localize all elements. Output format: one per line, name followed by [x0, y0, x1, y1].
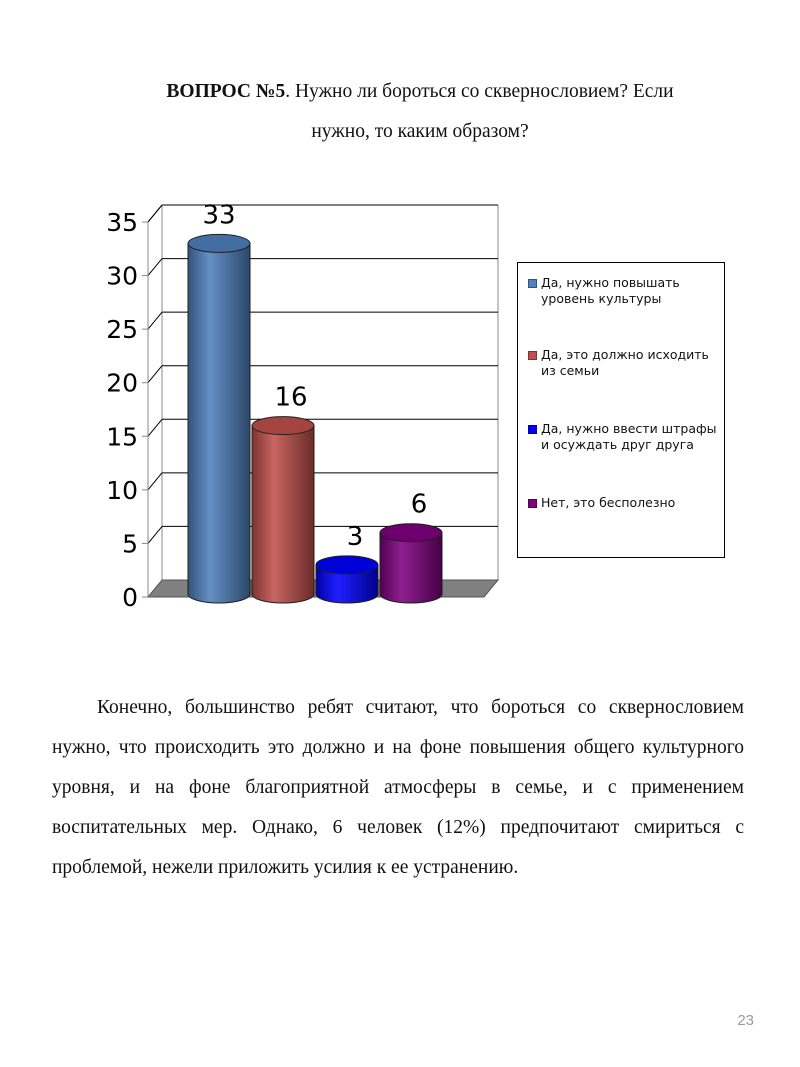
bar-body [188, 243, 250, 603]
bar-4 [380, 524, 442, 603]
legend-swatch [528, 279, 537, 288]
legend-item [528, 347, 720, 379]
bar-2 [252, 417, 314, 603]
y-tick-label: 30 [106, 261, 138, 291]
legend-label: Нет, это бесполезно [541, 495, 676, 510]
data-label: 16 [274, 382, 308, 413]
y-tick-label: 0 [122, 583, 138, 612]
bar-top [380, 524, 442, 542]
gridline-side [148, 526, 162, 543]
legend-item [528, 495, 720, 511]
question-heading [100, 72, 740, 152]
bar-chart [60, 195, 500, 615]
legend-swatch [528, 499, 537, 508]
legend-label: Да, это должно исходить из семьи [541, 347, 709, 378]
body-paragraph: Конечно, большинство ребят считают, что бороться со сквернословием нужно, что происходить это должно и на фоне повышения общего культурного уровня, и на фоне благоприятной атмосферы в семье, и с применением воспитательных мер. Однако, 6 человек (12%) предпочитают смириться с проблемой, нежели приложить усилия к ее устранению. [52, 697, 744, 878]
y-tick-label: 10 [106, 475, 138, 505]
y-tick-label: 25 [106, 315, 138, 345]
y-tick-label: 20 [106, 368, 138, 398]
legend-label: Да, нужно повышать уровень культуры [541, 275, 680, 306]
bar-top [188, 234, 250, 252]
chart-legend [517, 262, 725, 558]
question-text-line1: . Нужно ли бороться со сквернословием? Если [285, 81, 674, 102]
gridline-side [148, 366, 162, 383]
gridline-side [148, 419, 162, 436]
data-label: 33 [202, 200, 236, 231]
legend-item [528, 421, 720, 453]
gridline-side [148, 259, 162, 276]
legend-label: Да, нужно ввести штрафы и осуждать друг друга [541, 421, 717, 452]
gridline-side [148, 312, 162, 329]
legend-swatch [528, 425, 537, 434]
bar-1 [188, 234, 250, 603]
question-number: ВОПРОС №5 [166, 81, 286, 102]
bar-top [252, 417, 314, 435]
gridline-side [148, 205, 162, 222]
gridline-side [148, 473, 162, 490]
page-number: 23 [737, 1012, 754, 1029]
data-label: 3 [346, 521, 364, 552]
bar-top [316, 556, 378, 574]
question-text-line2: нужно, то каким образом? [311, 121, 529, 142]
bar-3 [316, 556, 378, 603]
data-label: 6 [410, 489, 428, 520]
bar-body [252, 426, 314, 603]
y-tick-label: 15 [106, 422, 138, 452]
legend-swatch [528, 351, 537, 360]
legend-item [528, 275, 720, 307]
bar-body [380, 533, 442, 603]
y-tick-label: 35 [106, 208, 138, 237]
y-tick-label: 5 [122, 529, 138, 559]
